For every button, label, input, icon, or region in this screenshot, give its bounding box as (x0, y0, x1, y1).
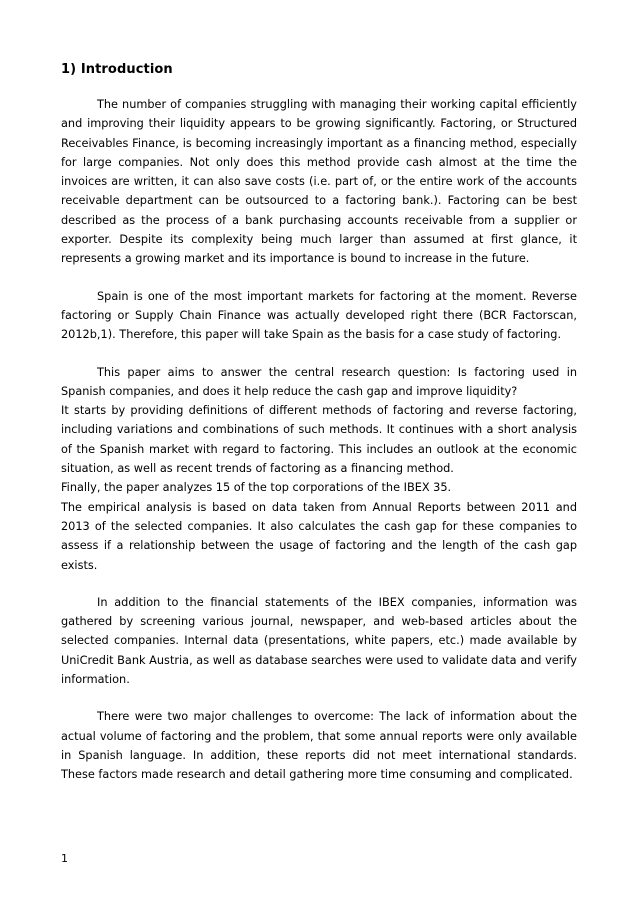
paragraph-intro: The number of companies struggling with managing their working capital efficiently and improving their liquidity appears to be growing significantly. Factoring, or Structured Receivables Finance, is becoming increasingly important as a financing method, especially for large companies. Not only does this method provide cash almost at the time the invoices are written, it can also save costs (i.e. part of, or the entire work of the accounts receivable department can be outsourced to a factoring bank.). Factoring can be best described as the process of a bank purchasing accounts receivable from a supplier or exporter. Despite its complexity being much larger than assumed at first glance, it represents a growing market and its importance is bound to increase in the future. (61, 98, 577, 266)
paragraph-empirical-analysis: The empirical analysis is based on data taken from Annual Reports between 2011 and 2013 of the selected companies. It also calculates the cash gap for these companies to assess if a relationship between the usage of factoring and the length of the cash gap exists. (61, 500, 577, 572)
paragraph-structure: It starts by providing definitions of different methods of factoring and reverse factoring, including variations and combinations of such methods. It continues with a short analysis of the Spanish market with regard to factoring. This includes an outlook at the economic situation, as well as recent trends of factoring as a financing method. (61, 404, 577, 476)
paragraph-challenges: There were two major challenges to overcome: The lack of information about the actual volume of factoring and the problem, that some annual reports were only available in Spanish language. In addition, these reports did not meet international standards. These factors made research and detail gathering more time consuming and complicated. (61, 710, 577, 782)
section-heading: 1) Introduction (61, 62, 173, 77)
body-text (61, 95, 577, 785)
paragraph-ibex: Finally, the paper analyzes 15 of the top corporations of the IBEX 35. (61, 481, 452, 495)
paragraph-spain: Spain is one of the most important markets for factoring at the moment. Reverse factoring or Supply Chain Finance was actually developed right there (BCR Factorscan, 2012b,1). Therefore, this paper will take Spain as the basis for a case study of factoring. (61, 289, 577, 342)
paragraph-research-question: This paper aims to answer the central research question: Is factoring used in Spanish companies, and does it help reduce the cash gap and improve liquidity? (61, 365, 577, 398)
page-number: 1 (61, 852, 68, 865)
paragraph-data-sources: In addition to the financial statements of the IBEX companies, information was gathered by screening various journal, newspaper, and web-based articles about the selected companies. Internal data (presentations, white papers, etc.) made available by UniCredit Bank Austria, as well as database searches were used to validate data and verify information. (61, 595, 577, 687)
